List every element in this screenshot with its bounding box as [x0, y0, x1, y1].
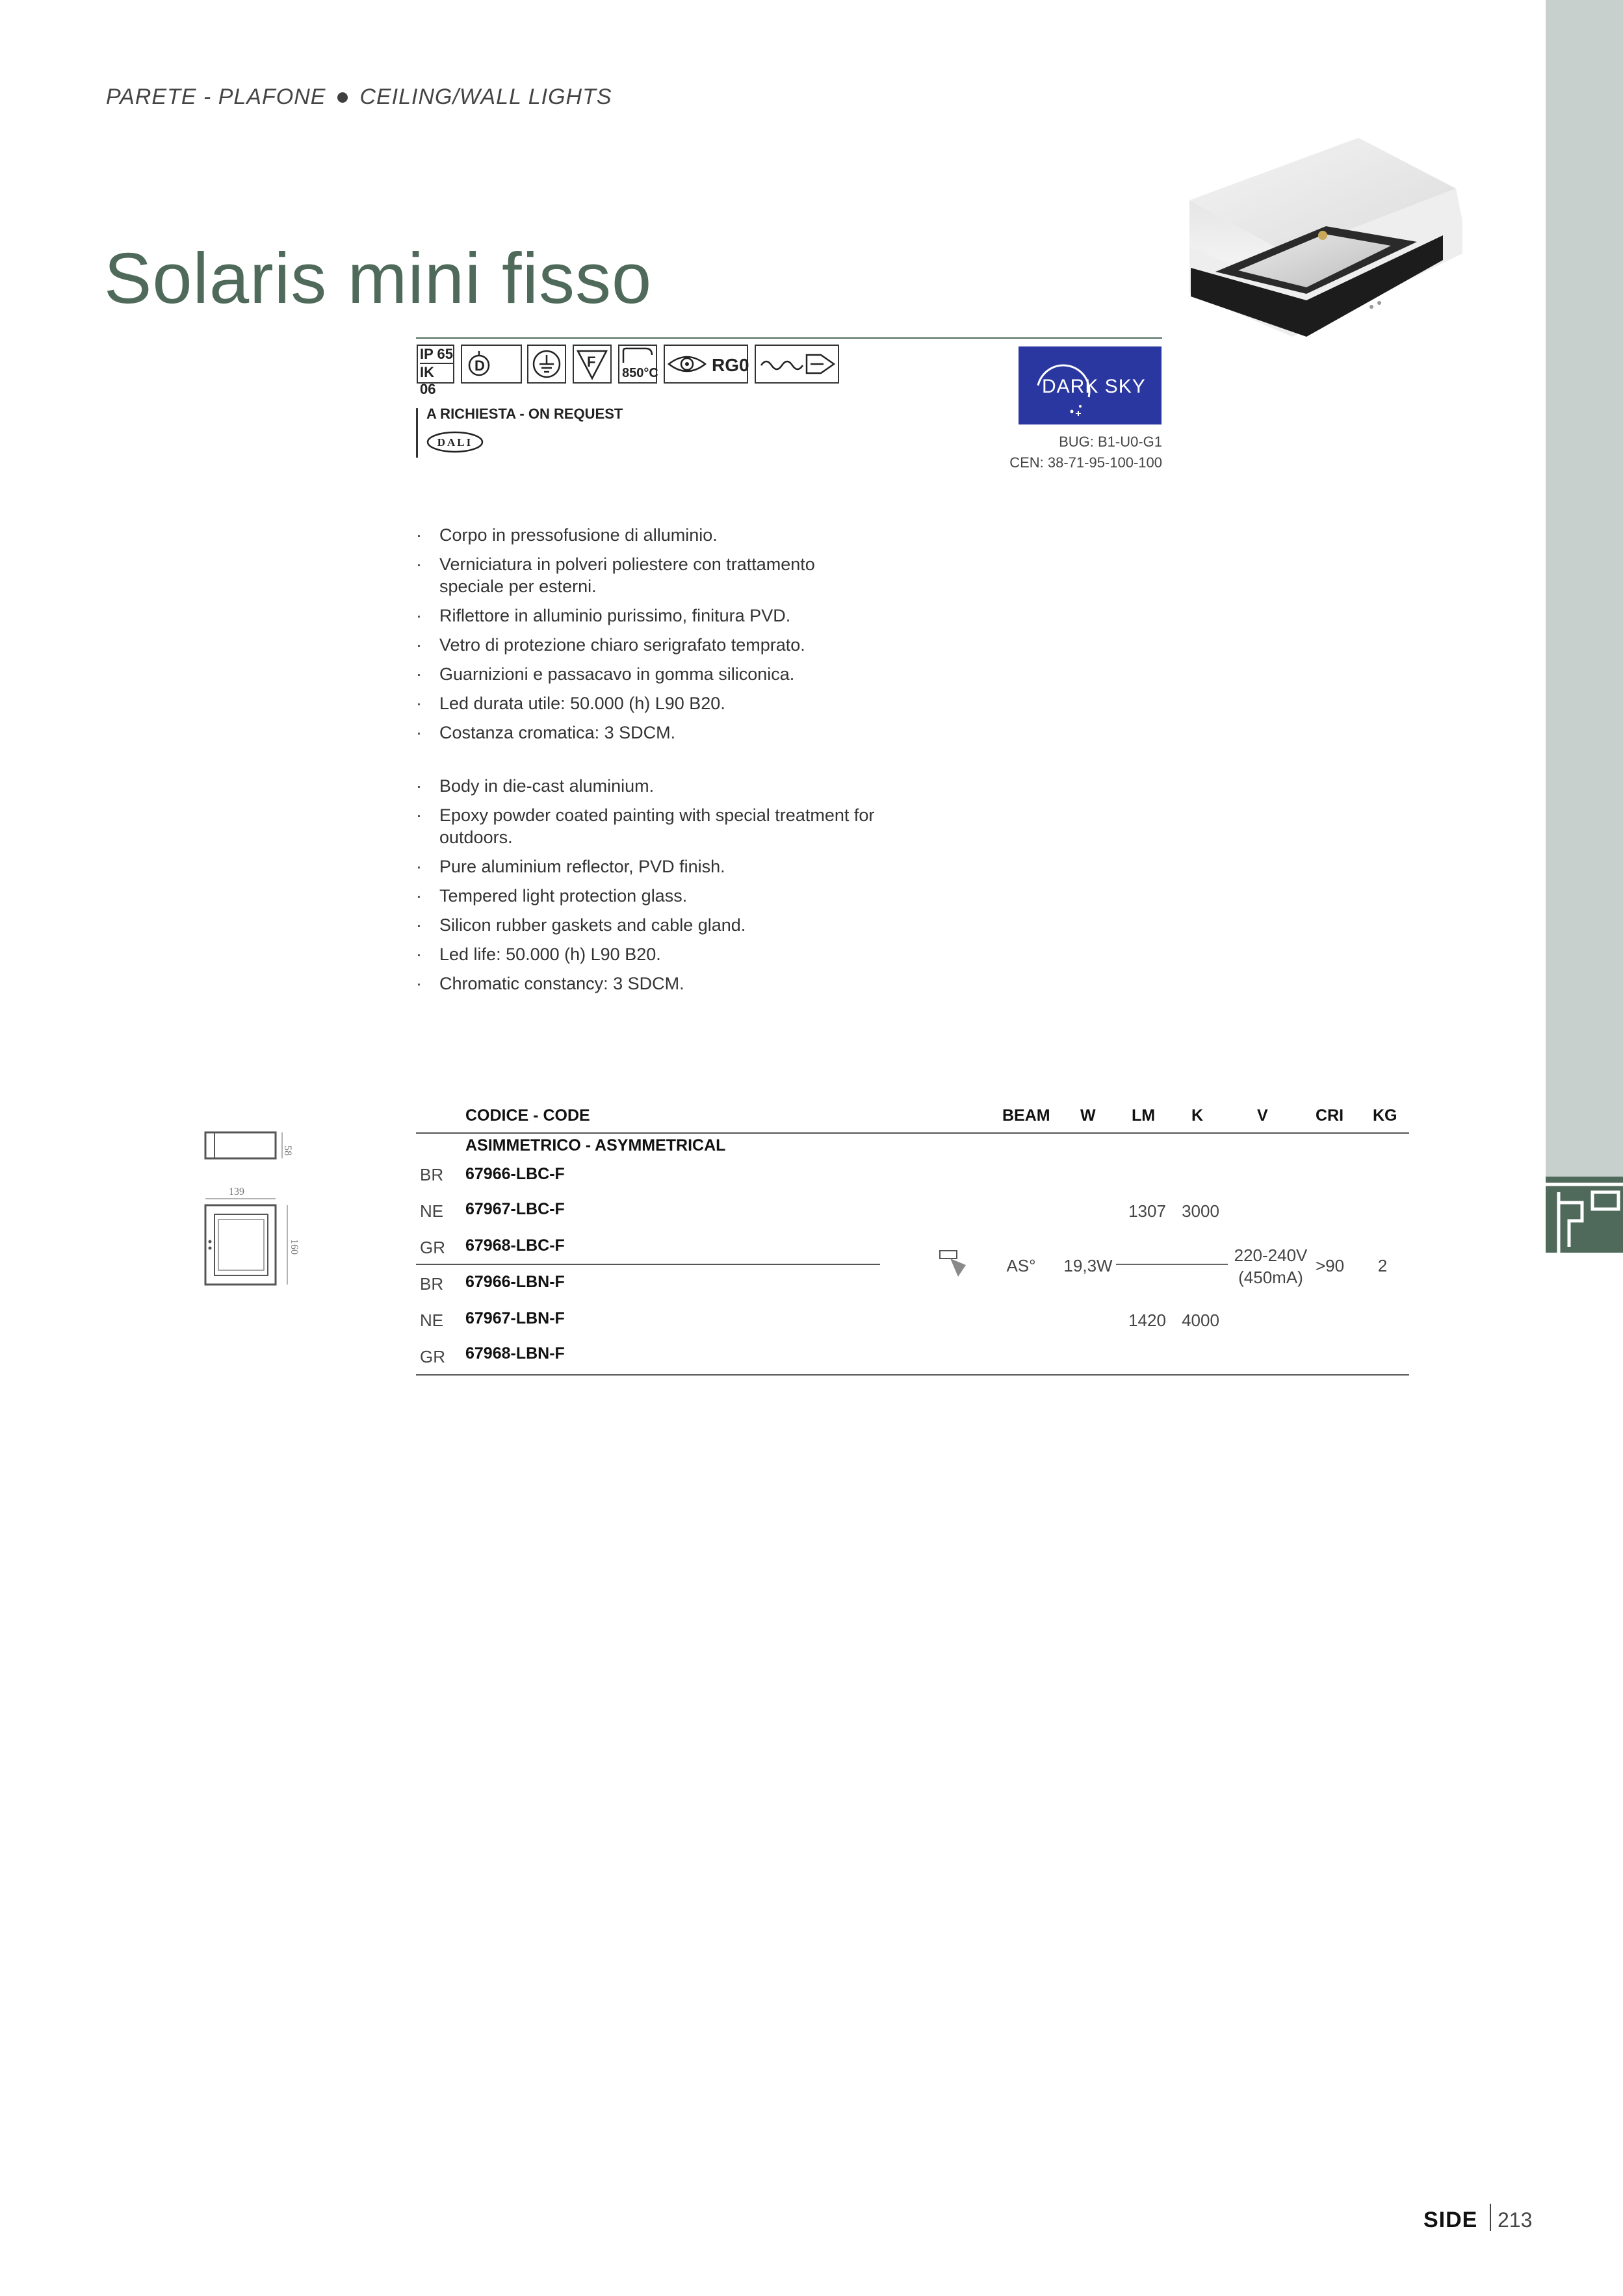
row-code: 67966-LBC-F [465, 1165, 565, 1183]
feature-item: · Pure aluminium reflector, PVD finish. [416, 855, 884, 878]
side-color-band [1546, 0, 1623, 1177]
header-lm: LM [1132, 1106, 1156, 1125]
eye-risk-group-icon [664, 345, 748, 384]
feature-item: · Tempered light protection glass. [416, 885, 884, 907]
svg-text:D: D [474, 358, 485, 374]
bug-cen-info [975, 432, 1162, 473]
feature-item: · Led durata utile: 50.000 (h) L90 B20. [416, 692, 884, 714]
on-request-label: A RICHIESTA - ON REQUEST [426, 406, 623, 422]
svg-text:F: F [587, 354, 596, 370]
asymmetric-beam-icon [939, 1249, 968, 1278]
driver-icon [755, 345, 839, 384]
row-code: 67967-LBC-F [465, 1200, 565, 1218]
ceiling-wall-section-icon [1546, 1177, 1623, 1253]
section-tab [1546, 1177, 1623, 1253]
feature-item: · Riflettore in alluminio purissimo, finitura PVD. [416, 605, 884, 627]
feature-item: · Silicon rubber gaskets and cable gland. [416, 914, 884, 936]
row-code: 67966-LBN-F [465, 1273, 565, 1291]
table-bottom-rule [416, 1374, 1409, 1376]
kelvin-value: 3000 [1182, 1201, 1219, 1221]
row-code: 67967-LBN-F [465, 1309, 565, 1327]
earth-ground-icon [527, 345, 566, 384]
header-k: K [1191, 1106, 1204, 1125]
kelvin-value: 4000 [1182, 1311, 1219, 1330]
header-v: V [1257, 1106, 1268, 1125]
footer-separator [1490, 2204, 1491, 2231]
feature-item: · Guarnizioni e passacavo in gomma siliconica. [416, 663, 884, 685]
svg-text:DALI: DALI [437, 436, 473, 449]
feature-lists [416, 524, 884, 1002]
feature-item: · Costanza cromatica: 3 SDCM. [416, 722, 884, 744]
technical-drawing [195, 1125, 325, 1307]
product-photo [1176, 130, 1469, 345]
row-code: 67968-LBC-F [465, 1236, 565, 1255]
cen-rating: CEN: 38-71-95-100-100 [1009, 454, 1162, 471]
lumen-value: 1420 [1128, 1311, 1166, 1330]
section-label: ASIMMETRICO - ASYMMETRICAL [465, 1136, 726, 1155]
svg-text:58: 58 [282, 1145, 293, 1156]
features-english [416, 775, 884, 995]
feature-item: · Led life: 50.000 (h) L90 B20. [416, 943, 884, 965]
glow-wire-temp: 850°C [622, 366, 658, 380]
row-color: NE [420, 1311, 444, 1330]
bug-rating: BUG: B1-U0-G1 [1059, 434, 1162, 450]
header-code: CODICE - CODE [465, 1106, 590, 1125]
header-cri: CRI [1316, 1106, 1344, 1125]
row-color: BR [420, 1274, 444, 1294]
voltage-value [1228, 1244, 1313, 1288]
header-divider [416, 1132, 1409, 1134]
row-color: BR [420, 1165, 444, 1184]
watt-value: 19,3W [1063, 1256, 1113, 1275]
feature-item: · Epoxy powder coated painting with special treatment for outdoors. [416, 804, 884, 848]
title-divider [416, 337, 1162, 339]
feature-item: · Vetro di protezione chiaro serigrafato temprato. [416, 634, 884, 656]
dark-sky-logo [1019, 346, 1162, 424]
row-color: NE [420, 1201, 444, 1221]
dali-logo [426, 430, 484, 454]
group-divider [416, 1264, 880, 1265]
product-code-table [416, 1102, 1410, 1376]
glow-wire-icon [618, 345, 657, 384]
page-number: 213 [1498, 2208, 1533, 2232]
beam-value: AS° [1006, 1256, 1036, 1275]
feature-item: · Body in die-cast aluminium. [416, 775, 884, 797]
lumen-value: 1307 [1128, 1201, 1166, 1221]
features-italian [416, 524, 884, 744]
row-color: GR [420, 1238, 445, 1257]
header-kg: KG [1373, 1106, 1397, 1125]
ik-rating: IK 06 [420, 364, 436, 397]
cri-value: >90 [1315, 1256, 1345, 1275]
f-mark-icon [573, 345, 612, 384]
class-d-icon [461, 345, 522, 384]
request-marker-bar [416, 408, 418, 458]
feature-item: · Corpo in pressofusione di alluminio. [416, 524, 884, 546]
feature-item: · Verniciatura in polveri poliestere con trattamento speciale per esterni. [416, 553, 884, 597]
header-beam: BEAM [1002, 1106, 1050, 1125]
ip-rating: IP 65 [420, 346, 453, 364]
product-title: Solaris mini fisso [104, 239, 653, 319]
breadcrumb [106, 85, 612, 110]
breadcrumb-italian: PARETE - PLAFONE [106, 85, 326, 109]
row-code: 67968-LBN-F [465, 1344, 565, 1363]
ip-ik-icon [417, 345, 454, 397]
lm-k-divider [1116, 1264, 1228, 1265]
breadcrumb-english: CEILING/WALL LIGHTS [359, 85, 612, 109]
feature-item: · Chromatic constancy: 3 SDCM. [416, 972, 884, 995]
svg-text:160: 160 [289, 1239, 300, 1255]
bullet-icon [337, 92, 348, 103]
risk-group-label: RG0 [712, 355, 749, 375]
voltage-line: 220-240V [1234, 1246, 1308, 1265]
row-color: GR [420, 1347, 445, 1366]
svg-text:139: 139 [229, 1186, 244, 1197]
header-w: W [1080, 1106, 1096, 1125]
current-line: (450mA) [1238, 1268, 1303, 1287]
weight-value: 2 [1377, 1256, 1388, 1275]
dark-sky-text: DARK SKY [1042, 376, 1146, 397]
brand-footer: SIDE [1423, 2208, 1478, 2232]
